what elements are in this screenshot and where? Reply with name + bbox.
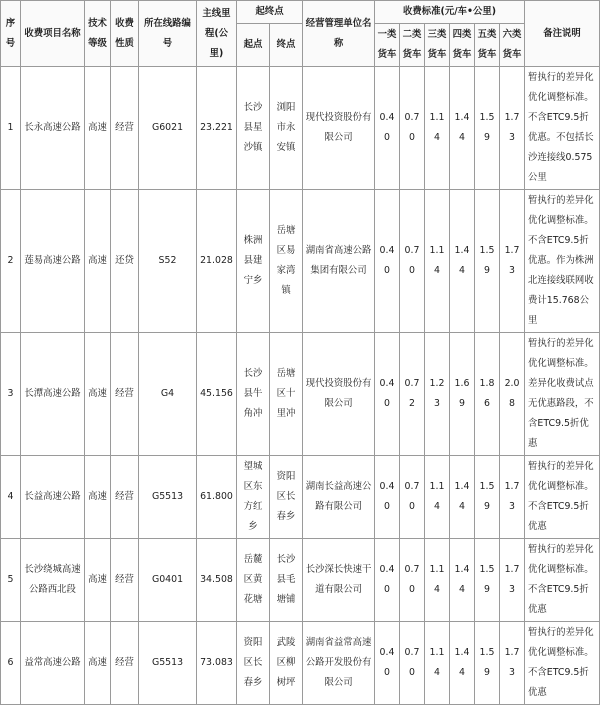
cell-start: 长沙县牛角冲 bbox=[237, 333, 270, 456]
cell-remark: 暂执行的差异化优化调整标准。差异化收费试点无优惠路段，不含ETC9.5折优惠 bbox=[525, 333, 600, 456]
cell-rate-class-4: 1.44 bbox=[450, 67, 475, 190]
cell-route-no: G5513 bbox=[139, 622, 197, 705]
cell-rate-class-2: 0.70 bbox=[400, 67, 425, 190]
header-toll-nature: 收费性质 bbox=[111, 1, 139, 67]
header-rate-class-6: 六类货车 bbox=[500, 24, 525, 67]
header-rate-class-1: 一类货车 bbox=[375, 24, 400, 67]
cell-tech-grade: 高速 bbox=[85, 190, 111, 333]
cell-tech-grade: 高速 bbox=[85, 622, 111, 705]
cell-operator: 湖南省高速公路集团有限公司 bbox=[303, 190, 375, 333]
header-tech-grade: 技术等级 bbox=[85, 1, 111, 67]
cell-start: 长沙县星沙镇 bbox=[237, 67, 270, 190]
cell-rate-class-2: 0.70 bbox=[400, 456, 425, 539]
cell-seq: 2 bbox=[1, 190, 21, 333]
cell-project-name: 长潭高速公路 bbox=[21, 333, 85, 456]
cell-remark: 暂执行的差异化优化调整标准。不含ETC9.5折优惠 bbox=[525, 622, 600, 705]
cell-mileage: 23.221 bbox=[197, 67, 237, 190]
table-header bbox=[1, 1, 600, 67]
cell-start: 资阳区长春乡 bbox=[237, 622, 270, 705]
cell-end: 资阳区长春乡 bbox=[270, 456, 303, 539]
cell-end: 长沙县毛塘铺 bbox=[270, 539, 303, 622]
cell-rate-class-3: 1.23 bbox=[425, 333, 450, 456]
cell-rate-class-4: 1.69 bbox=[450, 333, 475, 456]
cell-route-no: S52 bbox=[139, 190, 197, 333]
cell-toll-nature: 经营 bbox=[111, 539, 139, 622]
cell-end: 岳塘区十里冲 bbox=[270, 333, 303, 456]
cell-route-no: G4 bbox=[139, 333, 197, 456]
table-row bbox=[1, 67, 600, 190]
cell-operator: 湖南长益高速公路有限公司 bbox=[303, 456, 375, 539]
cell-operator: 现代投资股份有限公司 bbox=[303, 333, 375, 456]
header-mileage: 主线里程(公里) bbox=[197, 1, 237, 67]
cell-remark: 暂执行的差异化优化调整标准。不含ETC9.5折优惠 bbox=[525, 456, 600, 539]
header-row bbox=[1, 1, 600, 24]
cell-rate-class-2: 0.72 bbox=[400, 333, 425, 456]
cell-operator: 长沙深长快速干道有限公司 bbox=[303, 539, 375, 622]
cell-rate-class-4: 1.44 bbox=[450, 456, 475, 539]
cell-route-no: G0401 bbox=[139, 539, 197, 622]
cell-rate-class-5: 1.86 bbox=[475, 333, 500, 456]
cell-route-no: G6021 bbox=[139, 67, 197, 190]
cell-mileage: 34.508 bbox=[197, 539, 237, 622]
cell-tech-grade: 高速 bbox=[85, 456, 111, 539]
table-row bbox=[1, 190, 600, 333]
cell-remark: 暂执行的差异化优化调整标准。不含ETC9.5折优惠。不包括长沙连接线0.575公里 bbox=[525, 67, 600, 190]
cell-tech-grade: 高速 bbox=[85, 67, 111, 190]
cell-mileage: 21.028 bbox=[197, 190, 237, 333]
cell-rate-class-3: 1.14 bbox=[425, 622, 450, 705]
cell-seq: 1 bbox=[1, 67, 21, 190]
cell-rate-class-4: 1.44 bbox=[450, 190, 475, 333]
cell-start: 株洲县建宁乡 bbox=[237, 190, 270, 333]
cell-rate-class-3: 1.14 bbox=[425, 190, 450, 333]
cell-toll-nature: 经营 bbox=[111, 456, 139, 539]
cell-end: 岳塘区易家湾镇 bbox=[270, 190, 303, 333]
header-endpoints: 起终点 bbox=[237, 1, 303, 24]
header-rate-class-5: 五类货车 bbox=[475, 24, 500, 67]
cell-route-no: G5513 bbox=[139, 456, 197, 539]
cell-rate-class-6: 1.73 bbox=[500, 190, 525, 333]
cell-operator: 现代投资股份有限公司 bbox=[303, 67, 375, 190]
cell-toll-nature: 经营 bbox=[111, 67, 139, 190]
header-rate-class-4: 四类货车 bbox=[450, 24, 475, 67]
cell-toll-nature: 经营 bbox=[111, 622, 139, 705]
cell-project-name: 长沙绕城高速公路西北段 bbox=[21, 539, 85, 622]
header-toll-rates: 收费标准(元/车•公里) bbox=[375, 1, 525, 24]
table-row bbox=[1, 456, 600, 539]
cell-rate-class-1: 0.40 bbox=[375, 622, 400, 705]
cell-rate-class-3: 1.14 bbox=[425, 67, 450, 190]
cell-start: 望城区东方红乡 bbox=[237, 456, 270, 539]
cell-rate-class-6: 1.73 bbox=[500, 67, 525, 190]
header-rate-class-3: 三类货车 bbox=[425, 24, 450, 67]
cell-end: 武陵区柳树坪 bbox=[270, 622, 303, 705]
cell-rate-class-2: 0.70 bbox=[400, 622, 425, 705]
header-rate-class-2: 二类货车 bbox=[400, 24, 425, 67]
cell-rate-class-5: 1.59 bbox=[475, 67, 500, 190]
cell-operator: 湖南省益常高速公路开发股份有限公司 bbox=[303, 622, 375, 705]
cell-rate-class-3: 1.14 bbox=[425, 539, 450, 622]
cell-tech-grade: 高速 bbox=[85, 333, 111, 456]
cell-rate-class-1: 0.40 bbox=[375, 190, 400, 333]
cell-start: 岳麓区黄花塘 bbox=[237, 539, 270, 622]
header-end: 终点 bbox=[270, 24, 303, 67]
header-remarks: 备注说明 bbox=[525, 1, 600, 67]
cell-seq: 5 bbox=[1, 539, 21, 622]
table-row bbox=[1, 333, 600, 456]
table-body bbox=[1, 67, 600, 705]
cell-project-name: 益常高速公路 bbox=[21, 622, 85, 705]
cell-mileage: 73.083 bbox=[197, 622, 237, 705]
cell-rate-class-1: 0.40 bbox=[375, 67, 400, 190]
cell-mileage: 45.156 bbox=[197, 333, 237, 456]
cell-toll-nature: 还贷 bbox=[111, 190, 139, 333]
cell-rate-class-1: 0.40 bbox=[375, 333, 400, 456]
cell-rate-class-6: 1.73 bbox=[500, 539, 525, 622]
cell-rate-class-6: 1.73 bbox=[500, 622, 525, 705]
cell-project-name: 长益高速公路 bbox=[21, 456, 85, 539]
table-row bbox=[1, 622, 600, 705]
cell-mileage: 61.800 bbox=[197, 456, 237, 539]
cell-project-name: 长永高速公路 bbox=[21, 67, 85, 190]
cell-rate-class-6: 1.73 bbox=[500, 456, 525, 539]
cell-rate-class-5: 1.59 bbox=[475, 456, 500, 539]
cell-rate-class-4: 1.44 bbox=[450, 622, 475, 705]
cell-rate-class-5: 1.59 bbox=[475, 190, 500, 333]
cell-rate-class-5: 1.59 bbox=[475, 622, 500, 705]
cell-rate-class-4: 1.44 bbox=[450, 539, 475, 622]
table-row bbox=[1, 539, 600, 622]
header-start: 起点 bbox=[237, 24, 270, 67]
cell-tech-grade: 高速 bbox=[85, 539, 111, 622]
cell-rate-class-1: 0.40 bbox=[375, 539, 400, 622]
cell-rate-class-6: 2.08 bbox=[500, 333, 525, 456]
header-route-no: 所在线路编号 bbox=[139, 1, 197, 67]
cell-project-name: 莲易高速公路 bbox=[21, 190, 85, 333]
cell-seq: 4 bbox=[1, 456, 21, 539]
header-seq: 序号 bbox=[1, 1, 21, 67]
cell-rate-class-5: 1.59 bbox=[475, 539, 500, 622]
cell-seq: 6 bbox=[1, 622, 21, 705]
header-project-name: 收费项目名称 bbox=[21, 1, 85, 67]
cell-rate-class-1: 0.40 bbox=[375, 456, 400, 539]
cell-remark: 暂执行的差异化优化调整标准。不含ETC9.5折优惠 bbox=[525, 539, 600, 622]
cell-remark: 暂执行的差异化优化调整标准。不含ETC9.5折优惠。作为株洲北连接线联网收费计15.768公里 bbox=[525, 190, 600, 333]
cell-end: 浏阳市永安镇 bbox=[270, 67, 303, 190]
header-operator: 经营管理单位名称 bbox=[303, 1, 375, 67]
cell-rate-class-3: 1.14 bbox=[425, 456, 450, 539]
cell-toll-nature: 经营 bbox=[111, 333, 139, 456]
cell-seq: 3 bbox=[1, 333, 21, 456]
cell-rate-class-2: 0.70 bbox=[400, 539, 425, 622]
cell-rate-class-2: 0.70 bbox=[400, 190, 425, 333]
